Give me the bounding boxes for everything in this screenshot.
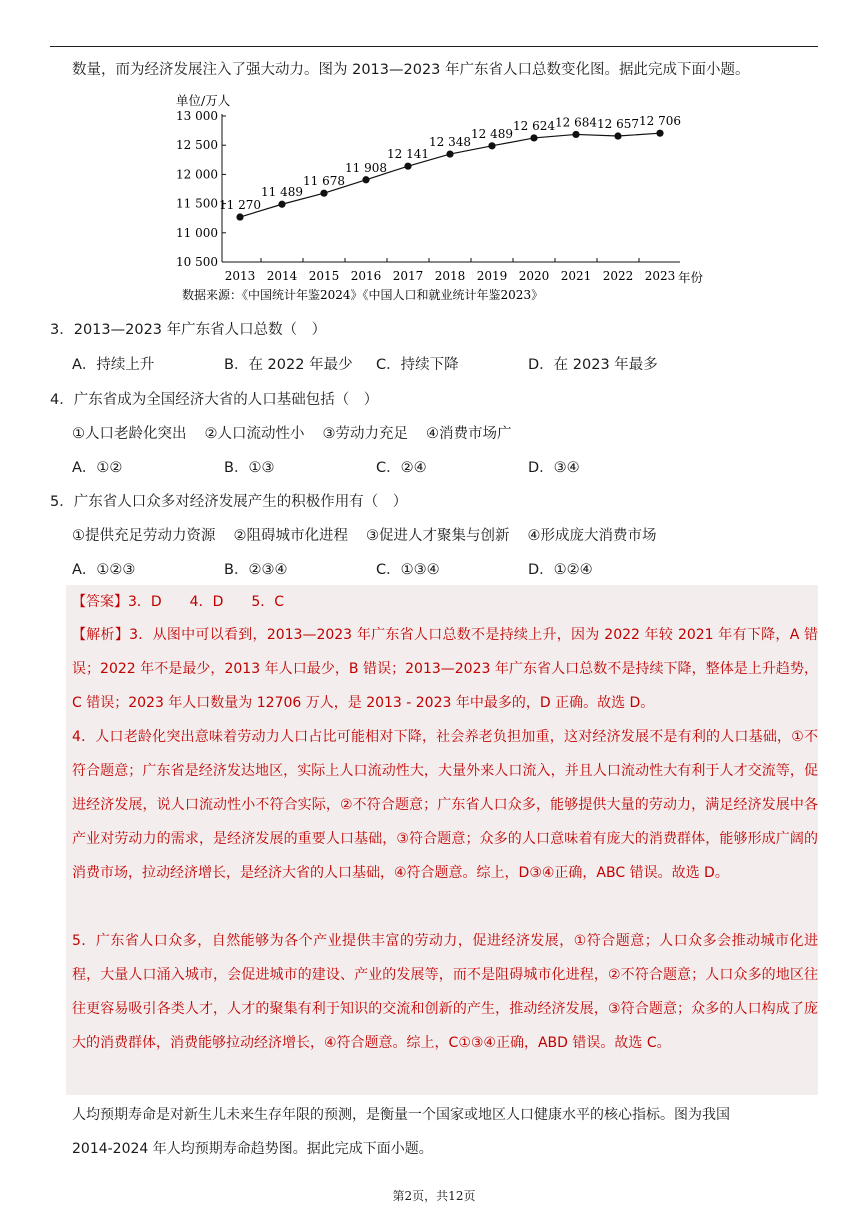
q4-item-1: ①人口老龄化突出 xyxy=(72,426,187,442)
x-tick-label: 2016 xyxy=(350,269,382,283)
analysis-label: 【解析】 xyxy=(72,627,130,643)
x-tick-label: 2013 xyxy=(224,269,256,283)
data-label: 11 908 xyxy=(345,160,387,175)
data-point xyxy=(278,201,285,208)
data-label: 12 657 xyxy=(597,117,639,132)
data-point xyxy=(404,163,411,170)
top-rule xyxy=(50,46,818,47)
analysis-q4: 4．人口老龄化突出意味着劳动力人口占比可能相对下降，社会养老负担加重，这对经济发展不是有利的人口基础，①不符合题意；广东省是经济发达地区，实际上人口流动性大，大量外来人口流入，并且人口流动性大有利于人才交流等，促进经济发展，说人口流动性小不符合实际，②不符合题意；广东省人口众多，能够提供大量的劳动力，满足经济发展中各产业对劳动力的需求，是经济发展的重要人口基础，③符合题意；众多的人口意味着有庞大的消费群体，能够形成广阔的消费市场，拉动经济增长，是经济大省的人口基础，④符合题意。综上，D③④正确，ABC 错误。故选 D。 xyxy=(72,729,818,881)
x-tick-label: 2022 xyxy=(602,269,634,283)
data-point xyxy=(656,130,663,137)
q3-option-d[interactable]: D．在 2023 年最多 xyxy=(528,357,658,373)
q3-option-a[interactable]: A．持续上升 xyxy=(72,357,155,373)
data-label: 11 489 xyxy=(261,185,303,200)
next-intro-line-2: 2014-2024 年人均预期寿命趋势图。据此完成下面小题。 xyxy=(72,1141,433,1157)
data-point xyxy=(614,132,621,139)
question-4-items xyxy=(72,422,512,443)
answer-label: 【答案】 xyxy=(72,594,128,610)
answer-line xyxy=(72,592,284,612)
analysis-q3 xyxy=(72,618,818,720)
y-tick-label: 11 500 xyxy=(176,196,218,211)
y-tick-label: 13 000 xyxy=(176,109,218,123)
q4-option-b[interactable]: B．①③ xyxy=(224,460,275,476)
data-point xyxy=(446,150,453,157)
q4-item-4: ④消费市场广 xyxy=(426,426,512,442)
analysis-q5: 5．广东省人口众多，自然能够为各个产业提供丰富的劳动力，促进经济发展，①符合题意；人口众多会推动城市化进程，大量人口涌入城市，会促进城市的建设、产业的发展等，而不是阻碍城市化进程，②不符合题意；人口众多的地区往往更容易吸引各类人才，人才的聚集有利于知识的交流和创新的产生，推动经济发展，③符合题意；众多的人口构成了庞大的消费群体，消费能够拉动经济增长，④符合题意。综上，C①③④正确，ABD 错误。故选 C。 xyxy=(72,933,818,1051)
q5-item-3: ③促进人才聚集与创新 xyxy=(366,528,510,544)
chart-source: 数据来源：《中国统计年鉴2024》《中国人口和就业统计年鉴2023》 xyxy=(182,288,544,302)
q4-item-3: ③劳动力充足 xyxy=(322,426,408,442)
data-label: 12 706 xyxy=(639,114,681,129)
population-line-chart xyxy=(170,86,730,308)
q4-option-a[interactable]: A．①② xyxy=(72,460,123,476)
q5-option-a[interactable]: A．①②③ xyxy=(72,562,136,578)
y-tick-label: 11 000 xyxy=(176,225,218,240)
data-point xyxy=(572,131,579,138)
q5-option-b[interactable]: B．②③④ xyxy=(224,562,288,578)
data-label: 12 141 xyxy=(387,147,429,162)
q5-item-1: ①提供充足劳动力资源 xyxy=(72,528,216,544)
intro-line: 数量，而为经济发展注入了强大动力。图为 2013—2023 年广东省人口总数变化图。据此完成下面小题。 xyxy=(72,62,750,78)
q5-option-c[interactable]: C．①③④ xyxy=(376,562,440,578)
x-tick-label: 2017 xyxy=(392,269,424,283)
q5-option-d[interactable]: D．①②④ xyxy=(528,562,593,578)
x-tick-label: 2018 xyxy=(434,269,466,283)
q3-option-b[interactable]: B．在 2022 年最少 xyxy=(224,357,353,373)
page-footer: 第2页，共12页 xyxy=(392,1189,476,1203)
y-tick-label: 12 500 xyxy=(176,138,218,153)
answer-text: 3．D 4．D 5．C xyxy=(128,594,285,610)
data-point xyxy=(362,176,369,183)
q5-item-2: ②阻碍城市化进程 xyxy=(233,528,348,544)
question-5-items xyxy=(72,524,657,545)
question-4-options xyxy=(72,456,680,477)
x-tick-label: 2021 xyxy=(560,269,592,283)
q3-option-c[interactable]: C．持续下降 xyxy=(376,357,459,373)
data-label: 12 489 xyxy=(471,126,513,141)
q4-option-d[interactable]: D．③④ xyxy=(528,460,580,476)
data-label: 12 624 xyxy=(513,118,555,133)
question-5-stem: 5．广东省人口众多对经济发展产生的积极作用有（ ） xyxy=(50,494,408,510)
data-label: 11 270 xyxy=(219,198,261,213)
chart-unit-label: 单位/万人 xyxy=(176,93,231,108)
question-3-stem: 3．2013—2023 年广东省人口总数（ ） xyxy=(50,322,327,338)
y-tick-label: 12 000 xyxy=(176,167,218,182)
q4-item-2: ②人口流动性小 xyxy=(204,426,305,442)
data-point xyxy=(236,213,243,220)
data-point xyxy=(488,142,495,149)
x-tick-label: 2014 xyxy=(266,269,298,283)
y-tick-label: 10 500 xyxy=(176,255,218,269)
x-tick-label: 2023 xyxy=(644,269,676,283)
question-3-options xyxy=(72,353,680,374)
x-tick-label: 2015 xyxy=(308,269,340,283)
question-4-stem: 4．广东省成为全国经济大省的人口基础包括（ ） xyxy=(50,392,379,408)
analysis-q3-text: 3．从图中可以看到，2013—2023 年广东省人口总数不是持续上升，因为 2022 年较 2021 年有下降，A 错误；2022 年不是最少，2013 年人口最少，B 错误；2013—2023 年广东省人口总数不是持续下降，整体是上升趋势，C 错误；2023 年人口数量为 12706 万人，是 2013 - 2023 年中最多的，D 正确。故选 D。 xyxy=(72,627,819,711)
data-label: 12 684 xyxy=(555,115,597,130)
q5-item-4: ④形成庞大消费市场 xyxy=(527,528,657,544)
next-intro-line-1: 人均预期寿命是对新生儿未来生存年限的预测，是衡量一个国家或地区人口健康水平的核心指标。图为我国 xyxy=(72,1107,730,1123)
chart-x-axis-label: 年份 xyxy=(678,270,704,285)
data-label: 11 678 xyxy=(303,174,345,189)
x-tick-label: 2019 xyxy=(476,269,508,283)
x-tick-label: 2020 xyxy=(518,269,550,283)
question-5-options xyxy=(72,558,680,579)
data-point xyxy=(320,190,327,197)
data-label: 12 348 xyxy=(429,135,471,150)
q4-option-c[interactable]: C．②④ xyxy=(376,460,427,476)
data-point xyxy=(530,134,537,141)
